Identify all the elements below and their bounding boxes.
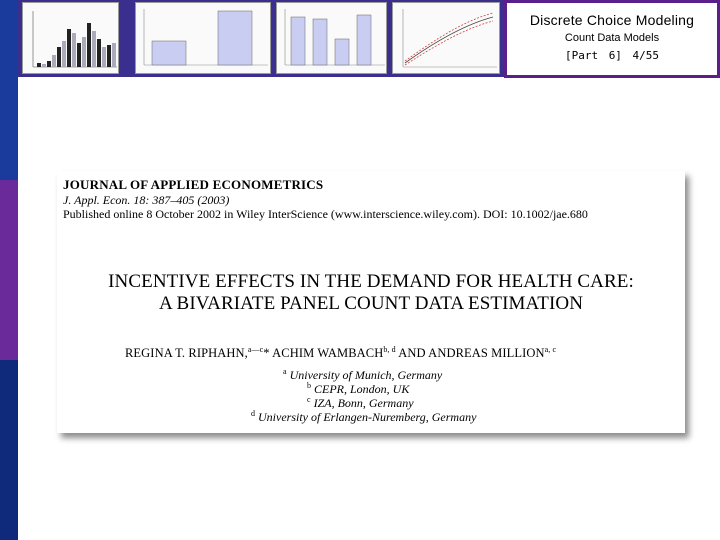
slide-title-box (504, 0, 720, 78)
author-3-sup: a, c (544, 345, 557, 354)
author-1-sup: a—c (247, 345, 264, 354)
publication-info: Published online 8 October 2002 in Wiley InterScience (www.interscience.wiley.com). DOI: 10.1002/jae.680 (63, 207, 588, 221)
author-1: REGINA T. RIPHAHN, (125, 346, 248, 361)
affiliation-d: $^d$ University of Erlangen-Nuremberg, Germany (251, 409, 477, 424)
paper-title-line2: A BIVARIATE PANEL COUNT DATA ESTIMATION (158, 293, 584, 314)
thumbnail-two-bars-graphic (136, 3, 272, 75)
affiliation-a: $^a$ University of Munich, Germany (283, 367, 443, 382)
author-2: * ACHIM WAMBACH (263, 346, 384, 361)
affiliation-c: $^c$ IZA, Bonn, Germany (307, 395, 414, 410)
left-strip-middle (0, 180, 18, 360)
thumbnail-histogram (22, 2, 119, 74)
affiliation-b: $^b$ CEPR, London, UK (307, 381, 410, 396)
author-3: AND ANDREAS MILLION (395, 346, 545, 361)
left-strip-bottom (0, 360, 18, 540)
paper-authors (125, 345, 556, 361)
slide-part-number: [Part 6] 4/55 (564, 49, 660, 62)
journal-citation: J. Appl. Econ. 18: 387–405 (2003) (63, 193, 230, 207)
thumbnail-curves (392, 2, 500, 74)
slide-title-inner (507, 3, 717, 75)
slide-title: Discrete Choice Modeling (529, 12, 695, 28)
thumbnail-two-bars (135, 2, 271, 74)
author-2-sup: b, d (383, 345, 396, 354)
thumbnail-histogram-graphic (23, 3, 120, 75)
journal-name: JOURNAL OF APPLIED ECONOMETRICS (63, 177, 324, 192)
paper-title-line1: INCENTIVE EFFECTS IN THE DEMAND FOR HEALTH CARE: (108, 271, 634, 292)
thumbnail-curves-graphic (393, 3, 501, 75)
slide-subtitle: Count Data Models (564, 32, 660, 44)
paper-header-image (57, 171, 685, 433)
thumbnail-four-bars-graphic (277, 3, 388, 75)
thumbnail-banner (18, 0, 504, 77)
thumbnail-four-bars (276, 2, 387, 74)
left-strip-top (0, 0, 18, 180)
